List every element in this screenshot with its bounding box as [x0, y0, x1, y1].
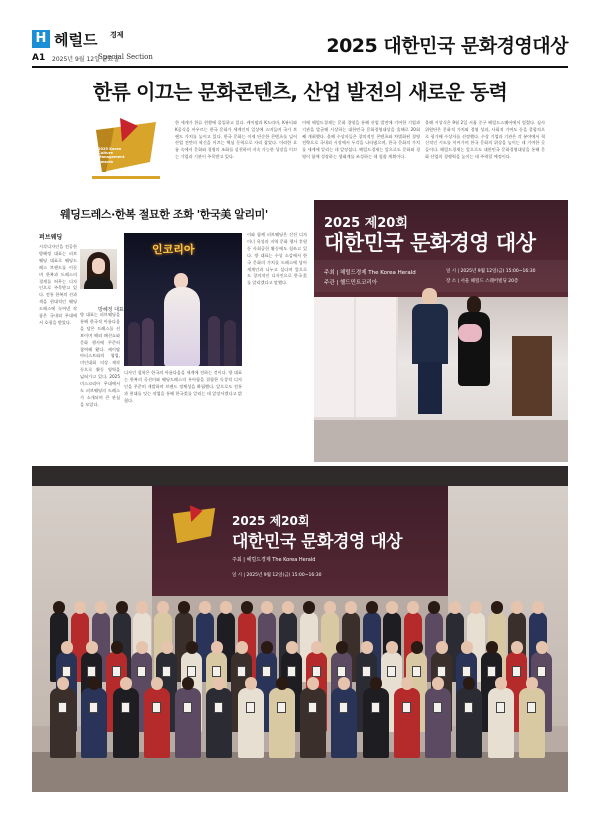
recipient-figure: [113, 688, 139, 758]
award-plaque: [237, 666, 246, 677]
award-plaque: [371, 702, 380, 713]
podium: [512, 336, 552, 416]
award-plaque: [162, 666, 171, 677]
award-plaque: [464, 702, 473, 713]
award-plaque: [537, 666, 546, 677]
award-plaque: [277, 702, 286, 713]
group-banner-title: 대한민국 문화경영 대상: [232, 532, 403, 552]
award-plaque: [112, 666, 121, 677]
lead-column-2: 이에 헤럴드경제는 문화 경영을 통해 산업 발전에 기여한 기업과 기관을 발굴해 시상하는 대한민국 문화경영대상을 올해로 20회째 개최했다. 올해 수상자들은 창의적인 콘텐츠와 차별화된 경영 전략으로 국내외 시장에서 두각을 나타냈으며, 한국 문화의 가치를 세계에 알리는 데 앞장섰다. 헤럴드경제는 앞으로도 문화와 경영이 함께 성장하는 생태계를 조성하는 데 힘쓸 계획이다.: [302, 120, 420, 159]
main-headline: 한류 이끄는 문화콘텐츠, 산업 발전의 새로운 동력: [92, 80, 508, 104]
feature-column-2: 방 대표는 퍼브웨딩을 통해 한국적 아름다움을 담은 드레스를 선보이며 해외 패션쇼와 문화 행사에 꾸준히 참여해 왔다. 케이팝 아티스트와의 협업, 미인대회 의상 제작 등으로 활동 영역을 넓혀가고 있다. 2025 미스코리아 무대에서도 퍼브웨딩의 드레스가 소개되며 큰 관심을 모았다.: [80, 312, 120, 407]
portrait-caption: 방혜정 대표: [98, 307, 124, 313]
issue-date: 2025년 9월 12일 금요일: [52, 56, 120, 63]
emblem-line: Awards: [98, 159, 114, 164]
recipient-figure: [488, 688, 514, 758]
group-banner-edition: 2025 제20회: [232, 514, 310, 528]
award-plaque: [89, 702, 98, 713]
page-number: A1: [32, 53, 46, 63]
recipient-figure: [175, 688, 201, 758]
award-plaque: [337, 666, 346, 677]
award-plaque: [512, 666, 521, 677]
publication-name: 헤럴드: [54, 31, 98, 49]
feature-column-3: 디자인 철학은 한국의 아름다움을 세계에 전하는 것이다. 방 대표는 한복의 곡선미와 웨딩드레스의 우아함을 결합한 독창적 디자인을 꾸준히 개발하며 브랜드 정체성을 확립했다. 앞으로도 전통과 현대를 잇는 작업을 통해 한국美를 알리는 데 앞장서겠다고 밝혔다.: [124, 370, 242, 403]
award-plaque: [527, 702, 536, 713]
banner-organizer: 주관 | 헬드민트코리아: [324, 280, 378, 286]
feature-headline: 웨딩드레스·한복 절묘한 조화 '한국美 알리미': [60, 208, 268, 221]
recipient-figure: [394, 688, 420, 758]
banner-venue: 장 소 | 서울 헤럴드 스퀘어빌딩 20층: [446, 279, 519, 284]
banner-hosts: 주최 | 헤럴드경제 The Korea Herald: [324, 270, 416, 276]
banner-title: 대한민국 문화경영 대상: [324, 231, 536, 255]
award-plaque: [362, 666, 371, 677]
award-plaque: [183, 702, 192, 713]
page-title: 2025 대한민국 문화경영대상: [326, 35, 568, 57]
award-plaque: [58, 702, 67, 713]
recipient-figure: [456, 688, 482, 758]
recipient-figure: [81, 688, 107, 758]
award-plaque: [121, 702, 130, 713]
banner-edition: 2025 제20회: [324, 216, 408, 231]
recipient-figure: [363, 688, 389, 758]
presenter-figure: [410, 288, 450, 416]
group-banner-date: 일 시 | 2025년 9월 12일(금) 15:00~16:30: [232, 573, 322, 578]
group-banner-hosts: 주최 | 헤럴드경제 The Korea Herald: [232, 557, 316, 563]
recipient-figure: [300, 688, 326, 758]
award-plaque: [387, 666, 396, 677]
recipient-figure: [50, 688, 76, 758]
recipient-figure: [454, 296, 494, 420]
masthead: [32, 28, 568, 66]
recipient-figure: [331, 688, 357, 758]
award-plaque: [402, 702, 411, 713]
award-plaque: [308, 702, 317, 713]
feature-column-4: 이와 함께 퍼브웨딩은 신진 디자이너 육성과 지역 문화 행사 후원 등 사회공헌 활동에도 힘쓰고 있다. 방 대표는 수상 소감에서 한국 문화의 가치를 드레스에 담아 세계인과 나누고 싶다며 앞으로도 창의적인 디자인으로 한국美를 알리겠다고 말했다.: [247, 232, 307, 286]
lead-column-1: 한 세계가 한류 현황에 몰입하고 있다. 케이팝과 K드라마, K뷰티와 K음식을 아우르는 한국 문화가 세계인의 일상에 스며들며 국가 브랜드 가치를 높이고 있다. 한국 문화는 이제 단순한 콘텐츠를 넘어 산업 전반의 혁신을 이끄는 핵심 동력으로 자리 잡았다. 이러한 흐름 속에서 문화와 경영의 조화를 실천하며 지속 가능한 성장을 이끄는 기업과 기관이 주목받고 있다.: [175, 120, 297, 159]
emblem-line: 2025 Korea: [98, 147, 122, 151]
recipient-figure: [269, 688, 295, 758]
recipient-figure: [206, 688, 232, 758]
recipient-figure: [519, 688, 545, 758]
group-banner: [152, 486, 448, 596]
award-plaque: [214, 702, 223, 713]
recipient-figure: [425, 688, 451, 758]
event-banner: [314, 200, 568, 297]
award-ceremony-photo: [314, 200, 568, 462]
award-plaque: [212, 666, 221, 677]
section-label: Special Section: [98, 53, 153, 61]
award-plaque: [339, 702, 348, 713]
emblem-line: Culture Management: [98, 151, 125, 160]
banner-date: 일 시 | 2025년 9월 12일(금) 15:00~16:30: [446, 269, 536, 274]
award-plaque: [187, 666, 196, 677]
award-plaque: [433, 702, 442, 713]
award-plaque: [437, 666, 446, 677]
award-plaque: [312, 666, 321, 677]
award-plaque: [262, 666, 271, 677]
feature-column-1: 시각디자인을 전공한 방혜정 대표는 퍼브웨딩 대표로 웨딩드레스 브랜드를 이끌며 한복과 드레스의 경계를 허무는 디자인으로 주목받고 있다. 전통 한복의 선과 색을 현대적인 웨딩드레스에 녹여낸 작품은 국내외 무대에서 호평을 받았다.: [39, 244, 77, 325]
banner-emblem-icon: [170, 504, 218, 550]
award-plaque: [246, 702, 255, 713]
publication-subname: 경제: [110, 31, 124, 39]
ceo-portrait: [80, 249, 117, 289]
award-plaque: [412, 666, 421, 677]
neon-sign: 인코리아: [152, 243, 195, 256]
award-plaque: [137, 666, 146, 677]
feature-byline: 퍼브웨딩: [39, 234, 63, 241]
recipient-figure: [238, 688, 264, 758]
recipient-figure: [144, 688, 170, 758]
runway-photo: [124, 233, 242, 366]
award-plaque: [487, 666, 496, 677]
emblem-caption: [98, 147, 136, 164]
award-plaque: [62, 666, 71, 677]
award-plaque: [87, 666, 96, 677]
masthead-rule: [32, 66, 568, 68]
award-plaque: [496, 702, 505, 713]
herald-logo-icon: H: [32, 30, 50, 48]
award-plaque: [152, 702, 161, 713]
award-plaque: [287, 666, 296, 677]
award-plaque: [462, 666, 471, 677]
lead-column-3: 올해 시상식은 9월 2일 서울 중구 헤럴드스퀘어에서 열렸다. 심사위원단은 문화적 가치와 경영 성과, 사회적 기여도 등을 종합적으로 평가해 수상자를 선정했다. 수상 기업과 기관은 각 분야에서 혁신적인 시도를 이어가며 한국 문화의 위상을 높이는 데 기여한 곳들이다. 헤럴드경제는 앞으로도 대한민국 문화경영대상을 통해 문화 산업의 경쟁력을 높이는 데 주력할 예정이다.: [425, 120, 545, 159]
group-photo: [32, 466, 568, 792]
